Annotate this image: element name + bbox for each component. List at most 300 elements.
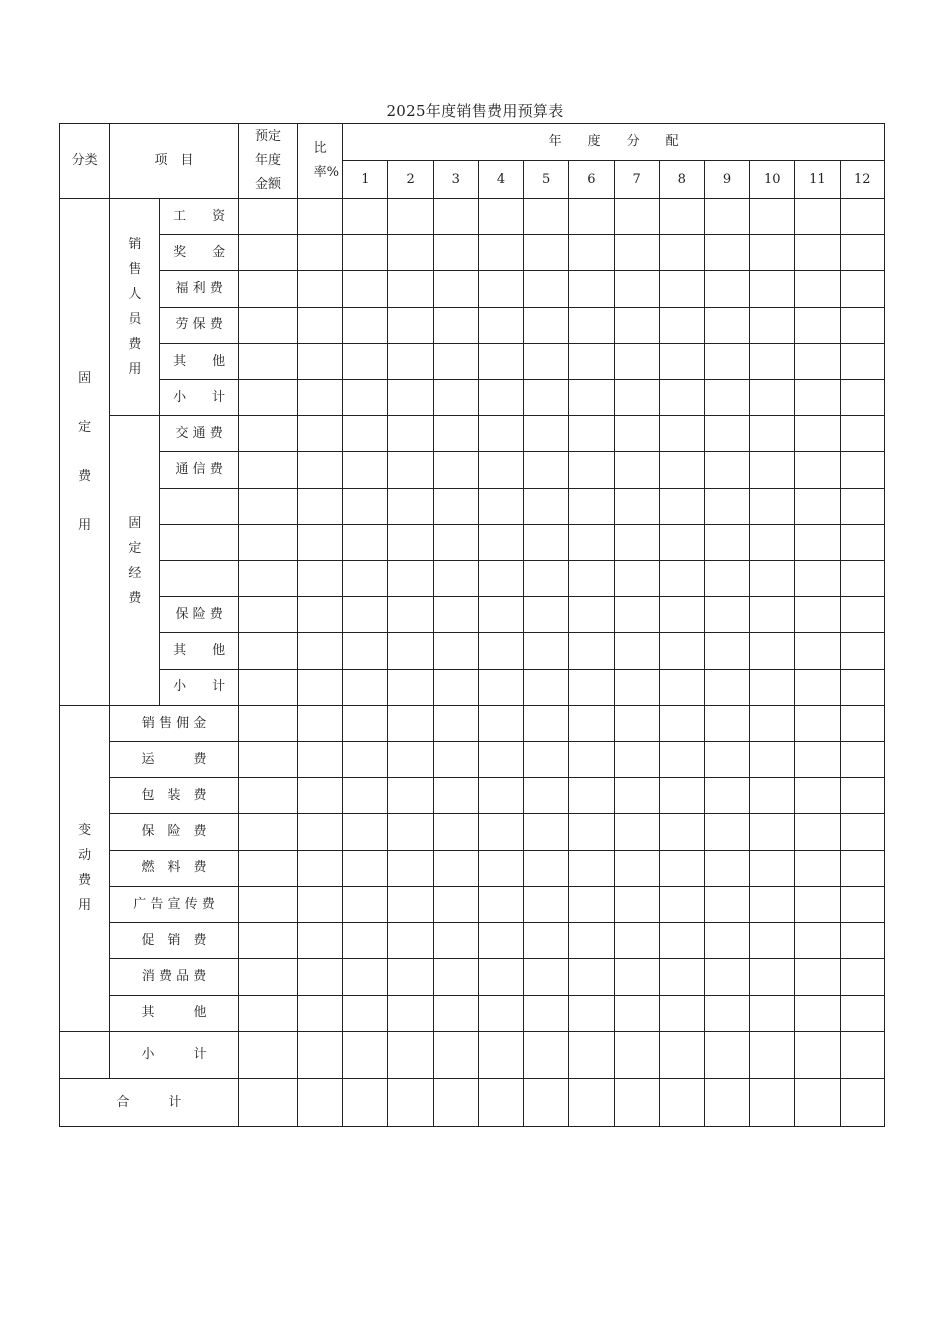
table-cell[interactable] [388,307,433,343]
table-cell[interactable] [478,380,523,416]
table-cell[interactable] [388,778,433,814]
table-cell[interactable] [704,742,749,778]
table-cell[interactable] [388,343,433,379]
table-cell[interactable] [795,597,840,633]
table-cell[interactable] [795,814,840,850]
table-cell[interactable] [795,705,840,741]
table-cell[interactable] [704,271,749,307]
table-cell[interactable] [614,235,659,271]
table-cell[interactable] [433,199,478,235]
table-cell[interactable] [795,633,840,669]
table-cell[interactable] [750,1031,795,1078]
table-cell[interactable] [388,199,433,235]
table-cell[interactable] [659,235,704,271]
table-cell[interactable] [704,199,749,235]
table-cell[interactable] [569,669,614,705]
table-cell[interactable] [238,705,297,741]
table-cell[interactable] [238,1031,297,1078]
table-cell[interactable] [569,742,614,778]
table-cell[interactable] [433,597,478,633]
table-cell[interactable] [478,524,523,560]
table-cell[interactable] [795,488,840,524]
table-cell[interactable] [388,271,433,307]
table-cell[interactable] [343,886,388,922]
table-cell[interactable] [614,452,659,488]
table-cell[interactable] [795,886,840,922]
table-cell[interactable] [433,343,478,379]
table-cell[interactable] [569,886,614,922]
table-cell[interactable] [795,778,840,814]
table-cell[interactable] [614,959,659,995]
table-cell[interactable] [795,524,840,560]
table-cell[interactable] [524,452,569,488]
table-cell[interactable] [659,742,704,778]
table-cell[interactable] [795,561,840,597]
table-cell[interactable] [750,995,795,1031]
table-cell[interactable] [750,814,795,850]
table-cell[interactable] [524,271,569,307]
table-cell[interactable] [840,1031,884,1078]
table-cell[interactable] [614,561,659,597]
table-cell[interactable] [238,886,297,922]
table-cell[interactable] [524,235,569,271]
table-cell[interactable] [343,923,388,959]
table-cell[interactable] [433,452,478,488]
table-cell[interactable] [343,742,388,778]
table-cell[interactable] [569,814,614,850]
table-cell[interactable] [840,995,884,1031]
table-cell[interactable] [840,271,884,307]
table-cell[interactable] [750,343,795,379]
table-cell[interactable] [704,452,749,488]
table-cell[interactable] [659,633,704,669]
table-cell[interactable] [569,705,614,741]
table-cell[interactable] [569,307,614,343]
table-cell[interactable] [659,669,704,705]
table-cell[interactable] [524,923,569,959]
table-cell[interactable] [569,452,614,488]
table-cell[interactable] [795,1031,840,1078]
table-cell[interactable] [433,380,478,416]
table-cell[interactable] [659,814,704,850]
table-cell[interactable] [569,1078,614,1126]
table-cell[interactable] [238,850,297,886]
table-cell[interactable] [795,452,840,488]
table-cell[interactable] [840,814,884,850]
table-cell[interactable] [840,524,884,560]
table-cell[interactable] [840,380,884,416]
table-cell[interactable] [524,669,569,705]
table-cell[interactable] [704,959,749,995]
table-cell[interactable] [704,1031,749,1078]
table-cell[interactable] [795,995,840,1031]
table-cell[interactable] [343,597,388,633]
table-cell[interactable] [524,561,569,597]
table-cell[interactable] [840,488,884,524]
table-cell[interactable] [478,850,523,886]
table-cell[interactable] [238,271,297,307]
table-cell[interactable] [238,597,297,633]
table-cell[interactable] [569,488,614,524]
table-cell[interactable] [795,271,840,307]
table-cell[interactable] [704,416,749,452]
table-cell[interactable] [524,524,569,560]
table-cell[interactable] [524,742,569,778]
table-cell[interactable] [478,814,523,850]
table-cell[interactable] [659,959,704,995]
table-cell[interactable] [795,923,840,959]
table-cell[interactable] [238,742,297,778]
table-cell[interactable] [388,814,433,850]
table-cell[interactable] [524,343,569,379]
table-cell[interactable] [388,633,433,669]
table-cell[interactable] [433,307,478,343]
table-cell[interactable] [704,633,749,669]
table-cell[interactable] [298,488,343,524]
table-cell[interactable] [840,1078,884,1126]
table-cell[interactable] [795,959,840,995]
table-cell[interactable] [524,705,569,741]
table-cell[interactable] [298,1078,343,1126]
table-cell[interactable] [840,235,884,271]
table-cell[interactable] [298,742,343,778]
table-cell[interactable] [750,923,795,959]
table-cell[interactable] [388,561,433,597]
table-cell[interactable] [343,524,388,560]
table-cell[interactable] [840,742,884,778]
table-cell[interactable] [238,452,297,488]
table-cell[interactable] [614,850,659,886]
table-cell[interactable] [659,778,704,814]
table-cell[interactable] [840,959,884,995]
table-cell[interactable] [659,488,704,524]
table-cell[interactable] [343,778,388,814]
table-cell[interactable] [704,380,749,416]
table-cell[interactable] [433,850,478,886]
table-cell[interactable] [478,307,523,343]
table-cell[interactable] [614,995,659,1031]
table-cell[interactable] [614,380,659,416]
table-cell[interactable] [750,271,795,307]
table-cell[interactable] [238,235,297,271]
table-cell[interactable] [343,561,388,597]
table-cell[interactable] [704,597,749,633]
table-cell[interactable] [795,1078,840,1126]
table-cell[interactable] [614,343,659,379]
table-cell[interactable] [343,633,388,669]
table-cell[interactable] [238,669,297,705]
table-cell[interactable] [840,452,884,488]
table-cell[interactable] [659,380,704,416]
table-cell[interactable] [478,416,523,452]
table-cell[interactable] [524,778,569,814]
table-cell[interactable] [840,850,884,886]
table-cell[interactable] [433,995,478,1031]
table-cell[interactable] [388,235,433,271]
table-cell[interactable] [298,271,343,307]
table-cell[interactable] [343,488,388,524]
table-cell[interactable] [238,488,297,524]
table-cell[interactable] [750,524,795,560]
table-cell[interactable] [750,959,795,995]
table-cell[interactable] [795,669,840,705]
table-cell[interactable] [704,850,749,886]
table-cell[interactable] [343,343,388,379]
table-cell[interactable] [750,488,795,524]
table-cell[interactable] [524,814,569,850]
table-cell[interactable] [795,307,840,343]
table-cell[interactable] [433,1078,478,1126]
table-cell[interactable] [840,669,884,705]
table-cell[interactable] [238,959,297,995]
table-cell[interactable] [795,199,840,235]
table-cell[interactable] [569,1031,614,1078]
table-cell[interactable] [388,742,433,778]
table-cell[interactable] [614,923,659,959]
table-cell[interactable] [298,1031,343,1078]
table-cell[interactable] [298,524,343,560]
table-cell[interactable] [750,778,795,814]
table-cell[interactable] [433,886,478,922]
table-cell[interactable] [795,343,840,379]
table-cell[interactable] [298,850,343,886]
table-cell[interactable] [433,778,478,814]
table-cell[interactable] [659,343,704,379]
table-cell[interactable] [433,235,478,271]
table-cell[interactable] [478,343,523,379]
table-cell[interactable] [659,705,704,741]
table-cell[interactable] [298,235,343,271]
table-cell[interactable] [388,995,433,1031]
table-cell[interactable] [614,742,659,778]
table-cell[interactable] [478,995,523,1031]
table-cell[interactable] [659,271,704,307]
table-cell[interactable] [569,561,614,597]
table-cell[interactable] [795,380,840,416]
table-cell[interactable] [614,633,659,669]
table-cell[interactable] [343,307,388,343]
table-cell[interactable] [750,380,795,416]
table-cell[interactable] [343,1031,388,1078]
table-cell[interactable] [343,669,388,705]
table-cell[interactable] [388,416,433,452]
table-cell[interactable] [478,923,523,959]
table-cell[interactable] [298,705,343,741]
table-cell[interactable] [704,561,749,597]
table-cell[interactable] [614,1078,659,1126]
table-cell[interactable] [238,380,297,416]
table-cell[interactable] [704,995,749,1031]
table-cell[interactable] [840,633,884,669]
table-cell[interactable] [478,778,523,814]
table-cell[interactable] [750,307,795,343]
table-cell[interactable] [238,416,297,452]
table-cell[interactable] [298,199,343,235]
table-cell[interactable] [343,452,388,488]
table-cell[interactable] [569,380,614,416]
table-cell[interactable] [388,380,433,416]
table-cell[interactable] [524,850,569,886]
table-cell[interactable] [238,524,297,560]
table-cell[interactable] [298,561,343,597]
table-cell[interactable] [614,1031,659,1078]
table-cell[interactable] [298,633,343,669]
table-cell[interactable] [478,199,523,235]
table-cell[interactable] [614,524,659,560]
table-cell[interactable] [524,199,569,235]
table-cell[interactable] [704,705,749,741]
table-cell[interactable] [298,778,343,814]
table-cell[interactable] [524,1031,569,1078]
table-cell[interactable] [388,850,433,886]
table-cell[interactable] [659,597,704,633]
table-cell[interactable] [433,633,478,669]
table-cell[interactable] [524,995,569,1031]
table-cell[interactable] [614,705,659,741]
table-cell[interactable] [343,814,388,850]
table-cell[interactable] [569,923,614,959]
table-cell[interactable] [524,886,569,922]
table-cell[interactable] [795,235,840,271]
table-cell[interactable] [343,959,388,995]
table-cell[interactable] [704,235,749,271]
table-cell[interactable] [614,778,659,814]
table-cell[interactable] [704,778,749,814]
table-cell[interactable] [659,995,704,1031]
table-cell[interactable] [238,307,297,343]
table-cell[interactable] [704,343,749,379]
table-cell[interactable] [478,959,523,995]
table-cell[interactable] [569,416,614,452]
table-cell[interactable] [238,814,297,850]
table-cell[interactable] [478,235,523,271]
table-cell[interactable] [840,561,884,597]
table-cell[interactable] [840,199,884,235]
table-cell[interactable] [388,488,433,524]
table-cell[interactable] [659,923,704,959]
table-cell[interactable] [343,850,388,886]
table-cell[interactable] [750,199,795,235]
table-cell[interactable] [478,488,523,524]
table-cell[interactable] [840,343,884,379]
table-cell[interactable] [343,1078,388,1126]
table-cell[interactable] [659,850,704,886]
table-cell[interactable] [298,380,343,416]
table-cell[interactable] [795,416,840,452]
table-cell[interactable] [750,886,795,922]
table-cell[interactable] [524,1078,569,1126]
table-cell[interactable] [478,669,523,705]
table-cell[interactable] [750,705,795,741]
table-cell[interactable] [569,597,614,633]
table-cell[interactable] [238,923,297,959]
table-cell[interactable] [478,705,523,741]
table-cell[interactable] [238,343,297,379]
table-cell[interactable] [298,416,343,452]
table-cell[interactable] [614,669,659,705]
table-cell[interactable] [343,235,388,271]
table-cell[interactable] [238,561,297,597]
table-cell[interactable] [238,199,297,235]
table-cell[interactable] [433,1031,478,1078]
table-cell[interactable] [388,597,433,633]
table-cell[interactable] [614,307,659,343]
table-cell[interactable] [298,923,343,959]
table-cell[interactable] [840,886,884,922]
table-cell[interactable] [478,633,523,669]
table-cell[interactable] [840,416,884,452]
table-cell[interactable] [298,307,343,343]
table-cell[interactable] [795,850,840,886]
table-cell[interactable] [750,235,795,271]
table-cell[interactable] [478,271,523,307]
table-cell[interactable] [433,742,478,778]
table-cell[interactable] [750,1078,795,1126]
table-cell[interactable] [433,561,478,597]
table-cell[interactable] [433,416,478,452]
table-cell[interactable] [750,452,795,488]
table-cell[interactable] [298,814,343,850]
table-cell[interactable] [524,488,569,524]
table-cell[interactable] [388,923,433,959]
table-cell[interactable] [388,1078,433,1126]
table-cell[interactable] [298,597,343,633]
table-cell[interactable] [343,199,388,235]
table-cell[interactable] [343,380,388,416]
table-cell[interactable] [704,886,749,922]
table-cell[interactable] [569,995,614,1031]
table-cell[interactable] [388,524,433,560]
table-cell[interactable] [238,995,297,1031]
table-cell[interactable] [614,416,659,452]
table-cell[interactable] [298,343,343,379]
table-cell[interactable] [614,597,659,633]
table-cell[interactable] [659,561,704,597]
table-cell[interactable] [569,633,614,669]
table-cell[interactable] [388,669,433,705]
table-cell[interactable] [388,452,433,488]
table-cell[interactable] [659,452,704,488]
table-cell[interactable] [750,561,795,597]
table-cell[interactable] [433,488,478,524]
table-cell[interactable] [298,886,343,922]
table-cell[interactable] [298,452,343,488]
table-cell[interactable] [614,814,659,850]
table-cell[interactable] [659,886,704,922]
table-cell[interactable] [524,597,569,633]
table-cell[interactable] [840,307,884,343]
table-cell[interactable] [343,271,388,307]
table-cell[interactable] [388,1031,433,1078]
table-cell[interactable] [524,633,569,669]
table-cell[interactable] [659,307,704,343]
table-cell[interactable] [704,669,749,705]
table-cell[interactable] [388,886,433,922]
table-cell[interactable] [478,1078,523,1126]
table-cell[interactable] [478,597,523,633]
table-cell[interactable] [524,416,569,452]
table-cell[interactable] [569,850,614,886]
table-cell[interactable] [840,778,884,814]
table-cell[interactable] [343,995,388,1031]
table-cell[interactable] [750,669,795,705]
table-cell[interactable] [433,814,478,850]
table-cell[interactable] [569,778,614,814]
table-cell[interactable] [433,524,478,560]
table-cell[interactable] [614,199,659,235]
table-cell[interactable] [659,1078,704,1126]
table-cell[interactable] [704,814,749,850]
